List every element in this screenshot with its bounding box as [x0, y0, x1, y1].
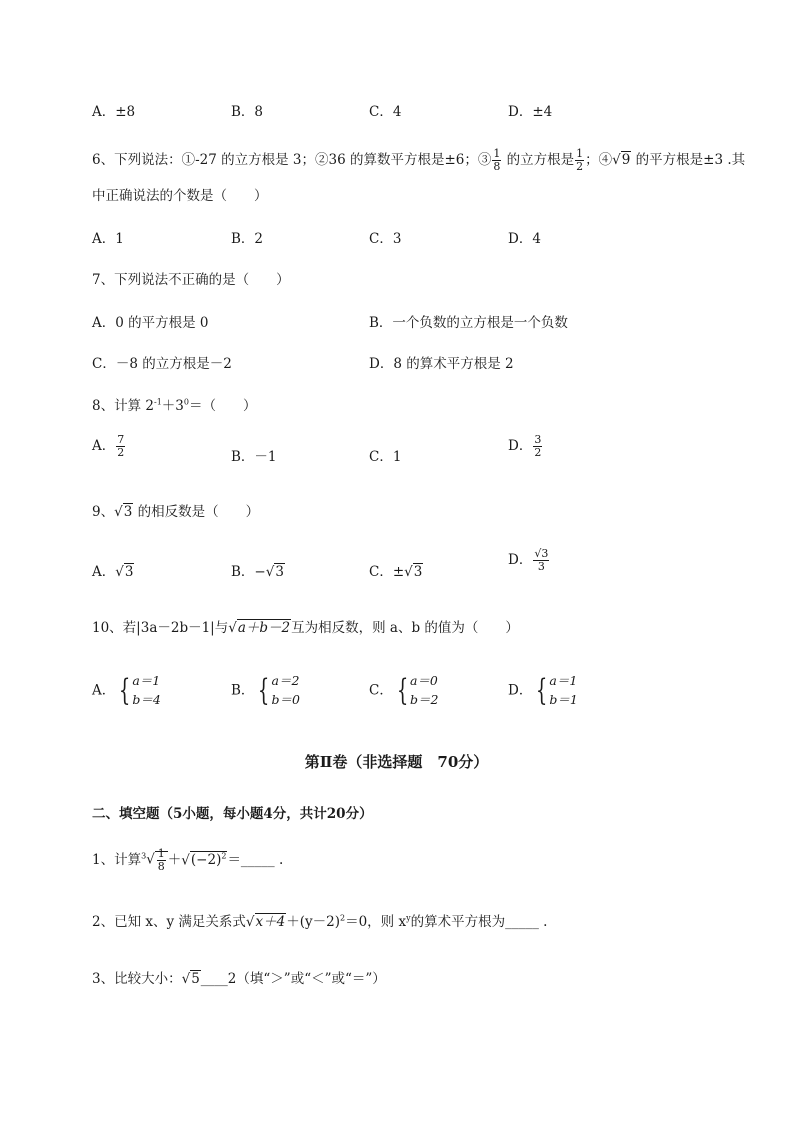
fraction-numerator: 7: [117, 433, 125, 447]
sqrt-five: √5: [181, 971, 200, 987]
q9-stem: [92, 500, 259, 520]
radicand: x＋4: [255, 914, 286, 930]
option-label: C．±: [369, 564, 405, 580]
fraction-numerator: 1: [157, 847, 165, 861]
q8-text-c: ＝（ ）: [188, 398, 257, 414]
q7-option-c: C．－8 的立方根是－2: [92, 356, 232, 372]
q6-stem-line1: [92, 148, 745, 173]
root-index: 3: [141, 851, 147, 861]
q7-option-b: B．一个负数的立方根是一个负数: [369, 315, 568, 331]
q6-text-d: 的平方根是±3 .其: [631, 152, 746, 168]
fill-1-prefix: 1、计算: [92, 852, 142, 868]
sqrt-three: √3: [265, 564, 284, 580]
q5-option-a: A．±8: [92, 104, 136, 120]
exponent: 2: [339, 913, 346, 923]
q7-option-a: A．0 的平方根是 0: [92, 315, 209, 331]
option-label: D．: [508, 682, 533, 699]
radicand: 3: [275, 564, 284, 580]
fill-3-prefix: 3、比较大小：: [92, 971, 182, 987]
q8-text-b: ＋3: [161, 398, 184, 414]
fill-2-mid: ＋(y－2): [286, 914, 340, 930]
fraction-numerator: 1: [493, 147, 501, 161]
fraction-denominator: 2: [117, 446, 125, 459]
q6-text-c: ；④: [585, 152, 613, 168]
q10-option-b: [231, 672, 300, 710]
equation-row: a＝0: [409, 673, 438, 688]
q5-option-d: D．±4: [508, 104, 553, 120]
brace-icon: {: [258, 672, 270, 708]
fraction-denominator: 8: [493, 160, 501, 173]
equation-row: a＝1: [549, 673, 578, 688]
sqrt-expression: √x＋4: [245, 914, 286, 930]
option-label: C．: [369, 682, 393, 699]
radicand: 3: [541, 547, 549, 561]
q6-option-c: C．3: [369, 231, 402, 247]
equation-row: b＝0: [271, 691, 300, 707]
cube-root: √ $\frac{1}{8}$: [146, 848, 168, 872]
q8-option-a: [92, 434, 126, 459]
q8-option-b: B．－1: [231, 449, 277, 465]
exponent: y: [406, 913, 411, 923]
section2-heading: 二、填空题（5小题，每小题4分，共计20分）: [92, 806, 373, 822]
q7-option-d: D．8 的算术平方根是 2: [369, 356, 514, 372]
fill-1: [92, 848, 283, 873]
q6-option-a: A．1: [92, 231, 124, 247]
brace-icon: {: [119, 672, 131, 708]
fraction-denominator: 3: [537, 560, 545, 573]
exponent: -1: [153, 397, 162, 407]
q5-option-c: C．4: [369, 104, 402, 120]
fraction-numerator: √3: [534, 547, 549, 561]
equation-system: [410, 672, 438, 710]
fraction-denominator: 8: [157, 860, 165, 873]
q9-option-b: [231, 560, 285, 580]
fraction-numerator: 1: [576, 147, 584, 161]
q8-text-a: 8、计算 2: [92, 398, 154, 414]
q6-stem-line2: 中正确说法的个数是（ ）: [92, 188, 268, 204]
q8-stem: [92, 394, 256, 414]
sqrt-three: √3: [115, 564, 134, 580]
equation-system: [549, 672, 577, 710]
equation-system: [272, 672, 300, 710]
equation-row: b＝4: [132, 691, 161, 707]
q8-option-c: C．1: [369, 449, 402, 465]
q9-option-c: [369, 560, 423, 580]
fill-2-prefix: 2、已知 x、y 满足关系式: [92, 914, 246, 930]
part2-heading: 第Ⅱ卷（非选择题 70分）: [304, 753, 489, 771]
radicand: (−2): [190, 852, 222, 868]
fill-2-mid2: ＝0，则 x: [345, 914, 407, 930]
equation-row: a＝2: [271, 673, 300, 688]
option-label: B．: [231, 682, 255, 699]
fraction-one-half: [575, 148, 584, 172]
fill-3: [92, 967, 386, 987]
q10-option-d: [508, 672, 578, 710]
fill-2: [92, 910, 547, 930]
q9-text-a: 9、: [92, 504, 115, 520]
fraction-denominator: 2: [576, 160, 584, 173]
q6-option-d: D．4: [508, 231, 541, 247]
q8-option-d: [508, 434, 543, 459]
option-label: A．: [92, 564, 116, 580]
q10-option-c: [369, 672, 438, 710]
equation-row: a＝1: [132, 673, 161, 688]
equation-system: [132, 672, 160, 710]
q7-stem: 7、下列说法不正确的是（ ）: [92, 272, 290, 288]
sqrt-expression: $√(-2)^2$: [181, 851, 227, 868]
fill-2-suffix: 的算术平方根为_____ .: [410, 914, 548, 930]
fraction: [116, 434, 125, 458]
exponent: 2: [221, 851, 227, 861]
option-label: D．: [508, 552, 533, 568]
option-label: A．: [92, 682, 116, 699]
sqrt-nine: √9: [612, 152, 631, 168]
q6-text-b: 的立方根是: [502, 152, 575, 168]
q5-option-b: B．8: [231, 104, 264, 120]
fraction-denominator: 2: [534, 446, 542, 459]
equation-row: b＝1: [549, 691, 578, 707]
brace-icon: {: [396, 672, 409, 708]
radicand: 3: [413, 564, 423, 580]
q10-stem: [92, 616, 519, 636]
q9-option-d: [508, 548, 550, 573]
radicand: a＋b－2: [237, 620, 291, 636]
q9-text-b: 的相反数是（ ）: [133, 504, 260, 520]
radicand: 5: [191, 971, 200, 987]
radicand: 9: [621, 152, 631, 168]
option-label: A．: [92, 438, 116, 454]
radicand: 3: [124, 564, 134, 580]
q10-option-a: [92, 672, 161, 710]
exponent: 0: [183, 397, 189, 407]
sqrt-expression: √a＋b－2: [228, 620, 291, 636]
fraction: [533, 548, 549, 572]
radicand: 3: [123, 504, 133, 520]
q6-text-a: 6、下列说法：①-27 的立方根是 3；②36 的算数平方根是±6；③: [92, 152, 492, 168]
equation-row: b＝2: [409, 691, 439, 707]
option-label: D．: [508, 438, 533, 454]
fraction-numerator: 3: [534, 433, 542, 447]
fill-3-suffix: ____2（填“＞”或“＜”或“＝”）: [200, 971, 386, 987]
option-label: B．−: [231, 564, 266, 580]
sqrt-three: √3: [404, 564, 423, 580]
q10-text-b: 互为相反数，则 a、b 的值为（ ）: [291, 620, 519, 636]
q6-option-b: B．2: [231, 231, 264, 247]
sqrt-three: √3: [114, 504, 133, 520]
fraction: [533, 434, 542, 458]
q10-text-a: 10、若|3a－2b－1|与: [92, 620, 229, 636]
fraction: [157, 848, 166, 872]
brace-icon: {: [536, 672, 548, 708]
fill-1-suffix: ＝_____ .: [227, 852, 284, 868]
plus-sign: ＋: [167, 852, 182, 868]
fraction-one-eighth: [492, 148, 501, 172]
q9-option-a: [92, 560, 134, 580]
